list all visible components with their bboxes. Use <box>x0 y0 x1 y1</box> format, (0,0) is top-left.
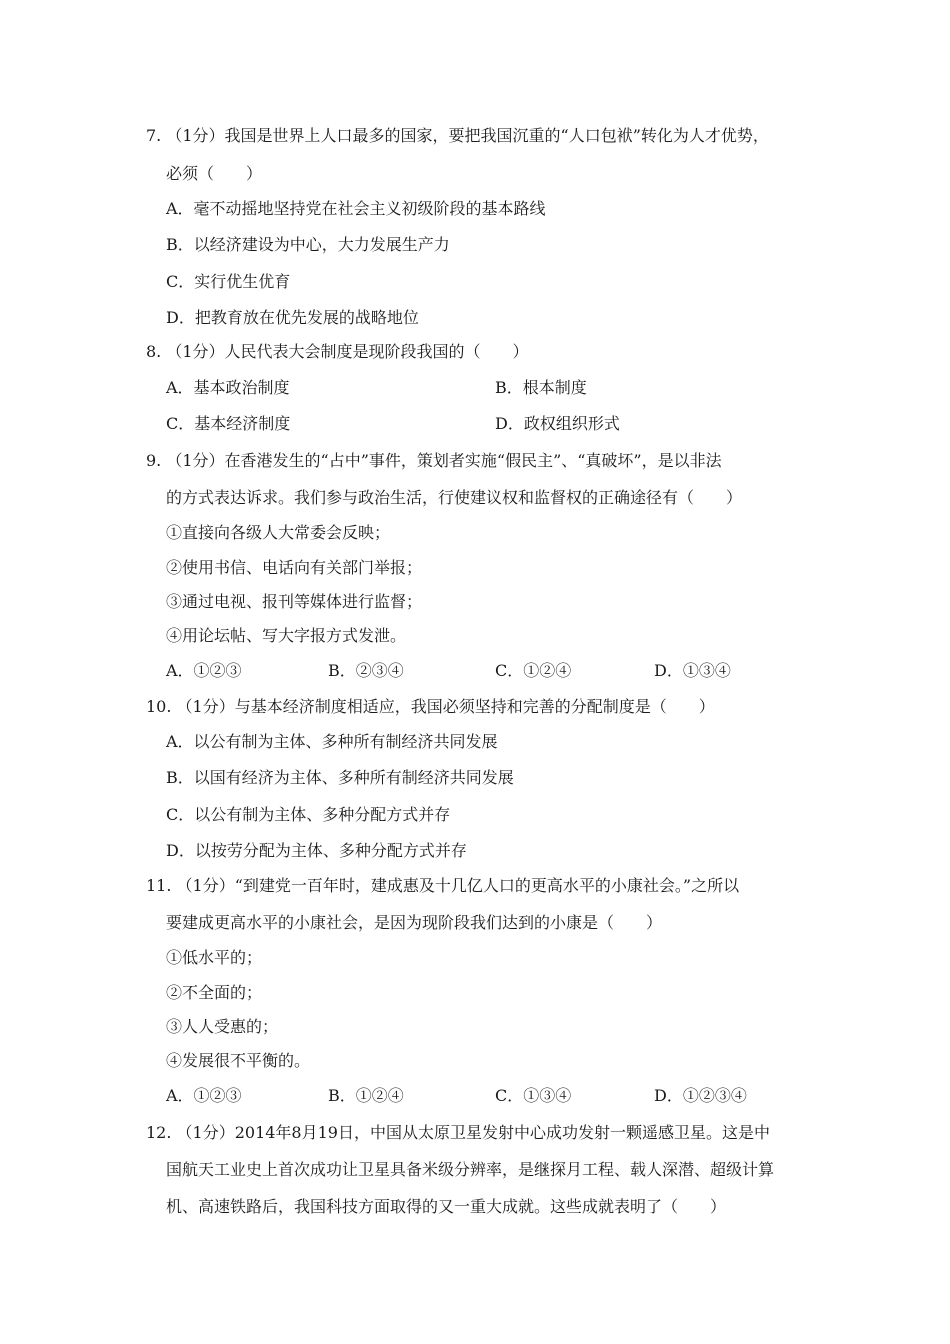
question-12-stem-line2: 国航天工业史上首次成功让卫星具备米级分辨率，是继探月工程、载人深潜、超级计算 <box>166 1160 775 1179</box>
question-10-stem: 10. （1分）与基本经济制度相适应，我国必须坚持和完善的分配制度是（ ） <box>146 697 715 716</box>
question-7-option-c: C．实行优生优育 <box>166 272 291 291</box>
question-11-stem-line1: 11. （1分）“到建党一百年时，建成惠及十几亿人口的更高水平的小康社会。”之所以 <box>146 876 740 895</box>
question-9-item-3: ③通过电视、报刊等媒体进行监督； <box>166 592 423 611</box>
question-9-option-d: D．①③④ <box>654 661 731 680</box>
question-7-stem-line1: 7. （1分）我国是世界上人口最多的国家，要把我国沉重的“人口包袱”转化为人才优势， <box>146 126 769 145</box>
question-11-option-a: A．①②③ <box>166 1086 242 1105</box>
question-8-option-a: A．基本政治制度 <box>166 378 290 397</box>
question-8-option-c: C．基本经济制度 <box>166 414 291 433</box>
question-9-option-c: C．①②④ <box>495 661 572 680</box>
question-10-option-d: D．以按劳分配为主体、多种分配方式并存 <box>166 841 467 860</box>
question-10-option-c: C．以公有制为主体、多种分配方式并存 <box>166 805 451 824</box>
question-12-stem-line3: 机、高速铁路后，我国科技方面取得的又一重大成就。这些成就表明了（ ） <box>166 1197 727 1216</box>
question-11-option-d: D．①②③④ <box>654 1086 747 1105</box>
question-9-stem-line2: 的方式表达诉求。我们参与政治生活，行使建议权和监督权的正确途径有（ ） <box>166 488 743 507</box>
question-9-item-1: ①直接向各级人大常委会反映； <box>166 523 391 542</box>
question-7-option-b: B．以经济建设为中心，大力发展生产力 <box>166 235 450 254</box>
question-8-option-b: B．根本制度 <box>495 378 587 397</box>
question-10-option-a: A．以公有制为主体、多种所有制经济共同发展 <box>166 732 498 751</box>
question-9-stem-line1: 9. （1分）在香港发生的“占中”事件，策划者实施“假民主”、“真破坏”，是以非法 <box>146 451 722 470</box>
question-11-item-1: ①低水平的； <box>166 948 263 967</box>
question-11-option-b: B．①②④ <box>328 1086 404 1105</box>
question-9-item-2: ②使用书信、电话向有关部门举报； <box>166 558 423 577</box>
question-11-option-c: C．①③④ <box>495 1086 572 1105</box>
question-10-option-b: B．以国有经济为主体、多种所有制经济共同发展 <box>166 768 514 787</box>
question-9-item-4: ④用论坛帖、写大字报方式发泄。 <box>166 626 407 645</box>
question-11-item-2: ②不全面的； <box>166 983 263 1002</box>
question-8-stem: 8. （1分）人民代表大会制度是现阶段我国的（ ） <box>146 342 529 361</box>
question-7-option-d: D．把教育放在优先发展的战略地位 <box>166 308 419 327</box>
question-11-item-4: ④发展很不平衡的。 <box>166 1051 311 1070</box>
question-11-item-3: ③人人受惠的； <box>166 1017 279 1036</box>
question-7-stem-line2: 必须（ ） <box>166 164 263 183</box>
question-9-option-b: B．②③④ <box>328 661 404 680</box>
question-8-option-d: D．政权组织形式 <box>495 414 620 433</box>
question-9-option-a: A．①②③ <box>166 661 242 680</box>
question-7-option-a: A．毫不动摇地坚持党在社会主义初级阶段的基本路线 <box>166 199 546 218</box>
question-11-stem-line2: 要建成更高水平的小康社会，是因为现阶段我们达到的小康是（ ） <box>166 913 663 932</box>
question-12-stem-line1: 12. （1分）2014年8月19日，中国从太原卫星发射中心成功发射一颗遥感卫星。这是中 <box>146 1123 770 1142</box>
